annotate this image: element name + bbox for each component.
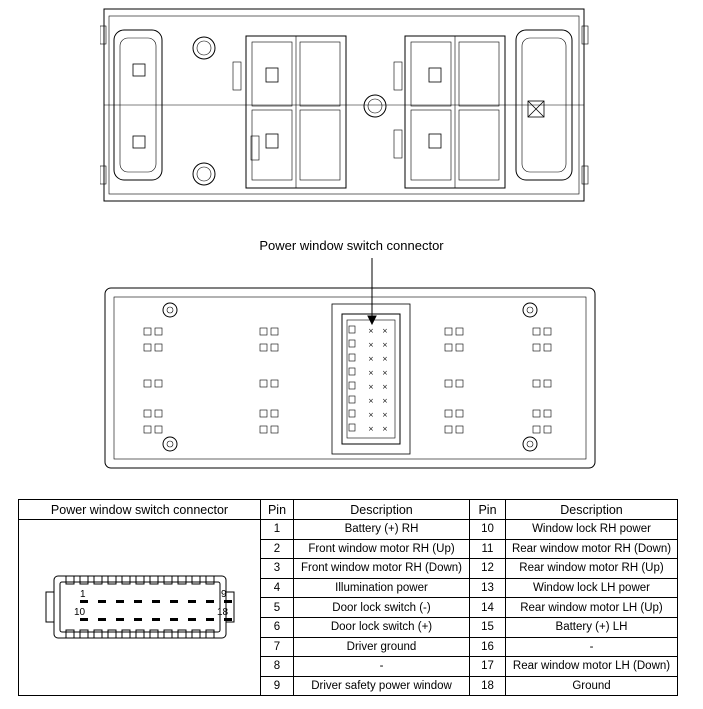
svg-text:×: × xyxy=(382,383,388,391)
table-row xyxy=(19,520,678,540)
pin-description: Driver ground xyxy=(294,637,470,657)
svg-text:×: × xyxy=(382,411,388,419)
pin-description-table xyxy=(18,499,678,696)
header-description: Description xyxy=(506,500,678,520)
header-pin: Pin xyxy=(261,500,294,520)
pin-description: Front window motor RH (Up) xyxy=(294,539,470,559)
unlock-icon xyxy=(133,136,145,148)
pin-description: Rear window motor RH (Up) xyxy=(506,559,678,579)
svg-text:×: × xyxy=(382,397,388,405)
pin-number: 7 xyxy=(261,637,294,657)
pin-description: Illumination power xyxy=(294,578,470,598)
header-description: Description xyxy=(294,500,470,520)
svg-text:×: × xyxy=(382,341,388,349)
switch-top-view-drawing xyxy=(100,6,590,206)
pin-number: 4 xyxy=(261,578,294,598)
pin-description: Front window motor RH (Down) xyxy=(294,559,470,579)
svg-text:×: × xyxy=(368,369,374,377)
pin-description: Battery (+) RH xyxy=(294,520,470,540)
pin-description: Window lock RH power xyxy=(506,520,678,540)
pin-number: 6 xyxy=(261,617,294,637)
pin-number: 16 xyxy=(470,637,506,657)
pin-number: 11 xyxy=(470,539,506,559)
svg-text:×: × xyxy=(382,425,388,433)
pin-number: 17 xyxy=(470,657,506,677)
pin-description: Rear window motor RH (Down) xyxy=(506,539,678,559)
pin-number: 10 xyxy=(470,520,506,540)
svg-text:×: × xyxy=(368,355,374,363)
pin-description: Ground xyxy=(506,676,678,696)
window-switch-icon xyxy=(429,134,441,148)
svg-text:×: × xyxy=(368,425,374,433)
connector-face-cell xyxy=(19,520,261,696)
header-connector: Power window switch connector xyxy=(19,500,261,520)
pin-description: Window lock LH power xyxy=(506,578,678,598)
pin-description: - xyxy=(506,637,678,657)
pin-description: - xyxy=(294,657,470,677)
pin-number: 2 xyxy=(261,539,294,559)
connector-face-diagram xyxy=(40,566,240,646)
pin-number: 13 xyxy=(470,578,506,598)
pin-label-last-top: 9 xyxy=(220,589,227,601)
pin-number: 9 xyxy=(261,676,294,696)
pin-number: 14 xyxy=(470,598,506,618)
svg-text:×: × xyxy=(368,411,374,419)
screw-boss-icon xyxy=(364,95,386,117)
pin-description: Door lock switch (+) xyxy=(294,617,470,637)
pin-number: 15 xyxy=(470,617,506,637)
pin-description: Driver safety power window xyxy=(294,676,470,696)
window-switch-icon xyxy=(266,134,278,148)
pin-label-last: 18 xyxy=(216,607,228,619)
pin-number: 3 xyxy=(261,559,294,579)
lock-icon xyxy=(133,64,145,76)
rear-housing-outline xyxy=(105,288,595,468)
window-switch-icon xyxy=(266,68,278,82)
header-pin: Pin xyxy=(470,500,506,520)
svg-text:×: × xyxy=(368,341,374,349)
svg-text:×: × xyxy=(382,327,388,335)
pin-number: 5 xyxy=(261,598,294,618)
pin-description: Rear window motor LH (Up) xyxy=(506,598,678,618)
pin-number: 18 xyxy=(470,676,506,696)
pin-number: 8 xyxy=(261,657,294,677)
window-switch-icon xyxy=(429,68,441,82)
pin-number: 1 xyxy=(261,520,294,540)
svg-text:×: × xyxy=(368,327,374,335)
svg-text:×: × xyxy=(382,369,388,377)
svg-text:×: × xyxy=(382,355,388,363)
screw-boss-icon xyxy=(193,163,215,185)
screw-boss-icon xyxy=(193,37,215,59)
connector-callout-label: Power window switch connector xyxy=(259,238,444,253)
table-header-row xyxy=(19,500,678,520)
pin-description: Battery (+) LH xyxy=(506,617,678,637)
pin-number: 12 xyxy=(470,559,506,579)
pin-label-first-bottom: 10 xyxy=(73,607,85,619)
pin-label-first: 1 xyxy=(79,589,86,601)
svg-text:×: × xyxy=(368,383,374,391)
pin-description: Door lock switch (-) xyxy=(294,598,470,618)
pin-description: Rear window motor LH (Down) xyxy=(506,657,678,677)
svg-text:×: × xyxy=(368,397,374,405)
switch-rear-view-drawing xyxy=(100,258,600,470)
